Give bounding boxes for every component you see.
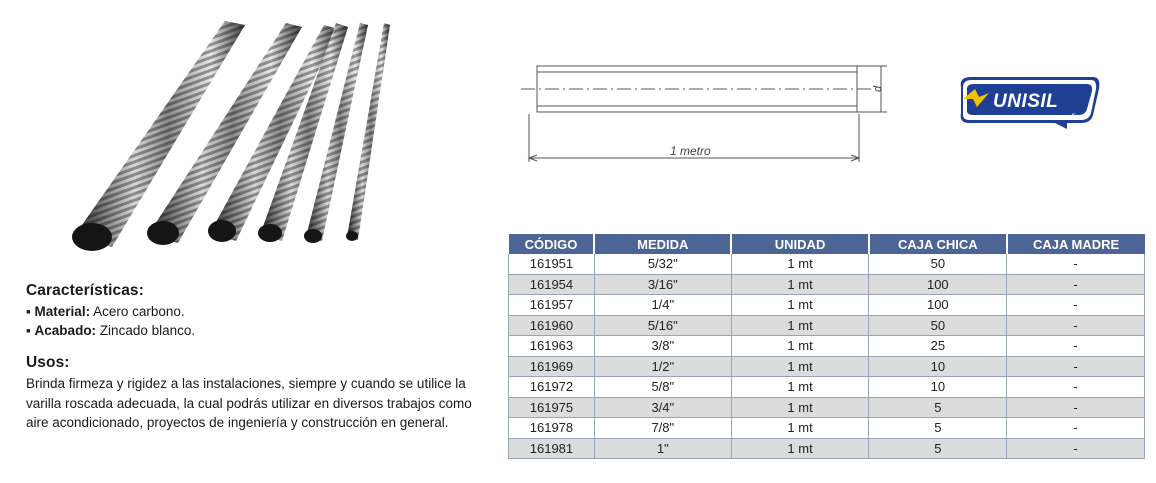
- table-cell: 1 mt: [731, 295, 869, 316]
- table-cell: 100: [869, 295, 1007, 316]
- table-row: [509, 397, 1145, 418]
- table-cell: 10: [869, 377, 1007, 398]
- table-cell: 5/32": [594, 254, 731, 274]
- table-cell: 1 mt: [731, 356, 869, 377]
- feature-finish: ▪ Acabado: Zincado blanco.: [26, 323, 196, 338]
- table-cell: 1 mt: [731, 377, 869, 398]
- table-cell: 3/8": [594, 336, 731, 357]
- table-cell: 7/8": [594, 418, 731, 439]
- table-cell: 1/4": [594, 295, 731, 316]
- header-code: CÓDIGO: [509, 234, 595, 254]
- table-cell: 1 mt: [731, 254, 869, 274]
- table-row: [509, 377, 1145, 398]
- table-cell: 5: [869, 438, 1007, 459]
- table-cell: 161972: [509, 377, 595, 398]
- table-row: [509, 254, 1145, 274]
- table-cell: 161978: [509, 418, 595, 439]
- table-cell: -: [1007, 254, 1145, 274]
- table-cell: 161963: [509, 336, 595, 357]
- table-cell: 5/16": [594, 315, 731, 336]
- logo-sub: fix: [1071, 114, 1080, 121]
- table-cell: 25: [869, 336, 1007, 357]
- table-cell: 1 mt: [731, 418, 869, 439]
- table-row: [509, 274, 1145, 295]
- table-cell: 50: [869, 254, 1007, 274]
- uses-title: Usos:: [26, 354, 70, 371]
- table-row: [509, 315, 1145, 336]
- diameter-label: d: [872, 85, 884, 92]
- table-row: [509, 438, 1145, 459]
- threaded-rods-image: [60, 15, 410, 255]
- table-cell: 1 mt: [731, 336, 869, 357]
- table-cell: 5: [869, 397, 1007, 418]
- table-cell: 161975: [509, 397, 595, 418]
- features-title: Características:: [26, 282, 144, 299]
- table-cell: -: [1007, 274, 1145, 295]
- unisil-logo: [955, 75, 1105, 130]
- table-cell: -: [1007, 438, 1145, 459]
- product-info: [26, 282, 486, 433]
- header-unit: UNIDAD: [731, 234, 869, 254]
- product-spec-table: [508, 234, 1145, 459]
- table-cell: 1 mt: [731, 438, 869, 459]
- table-cell: -: [1007, 418, 1145, 439]
- table-cell: 1 mt: [731, 397, 869, 418]
- table-cell: 161954: [509, 274, 595, 295]
- table-cell: -: [1007, 336, 1145, 357]
- table-cell: 161951: [509, 254, 595, 274]
- length-label: 1 metro: [670, 144, 711, 158]
- table-cell: 50: [869, 315, 1007, 336]
- table-cell: 3/4": [594, 397, 731, 418]
- table-cell: 5: [869, 418, 1007, 439]
- table-cell: 10: [869, 356, 1007, 377]
- table-body: [509, 254, 1145, 459]
- table-cell: -: [1007, 295, 1145, 316]
- table-cell: 3/16": [594, 274, 731, 295]
- table-cell: 1": [594, 438, 731, 459]
- rod-technical-drawing: [515, 58, 900, 168]
- header-size: MEDIDA: [594, 234, 731, 254]
- table-cell: 161957: [509, 295, 595, 316]
- table-cell: 5/8": [594, 377, 731, 398]
- logo-brand: UNISIL: [993, 91, 1059, 112]
- table-cell: -: [1007, 315, 1145, 336]
- header-small-box: CAJA CHICA: [869, 234, 1007, 254]
- feature-material: ▪ Material: Acero carbono.: [26, 304, 185, 319]
- table-row: [509, 356, 1145, 377]
- table-cell: 161969: [509, 356, 595, 377]
- table-header-row: [509, 234, 1145, 254]
- header-master-box: CAJA MADRE: [1007, 234, 1145, 254]
- table-cell: 1/2": [594, 356, 731, 377]
- uses-text: Brinda firmeza y rigidez a las instalaciones, siempre y cuando se utilice la varilla roscada adecuada, la cual podrás utilizar en diversos trabajos como aire acondicionado, proyectos de ingeniería y construcción en general.: [26, 376, 472, 430]
- table-cell: 161960: [509, 315, 595, 336]
- table-cell: -: [1007, 397, 1145, 418]
- table-row: [509, 336, 1145, 357]
- table-cell: -: [1007, 377, 1145, 398]
- table-row: [509, 418, 1145, 439]
- table-cell: 100: [869, 274, 1007, 295]
- table-cell: 161981: [509, 438, 595, 459]
- table-cell: 1 mt: [731, 315, 869, 336]
- table-cell: 1 mt: [731, 274, 869, 295]
- table-cell: -: [1007, 356, 1145, 377]
- table-row: [509, 295, 1145, 316]
